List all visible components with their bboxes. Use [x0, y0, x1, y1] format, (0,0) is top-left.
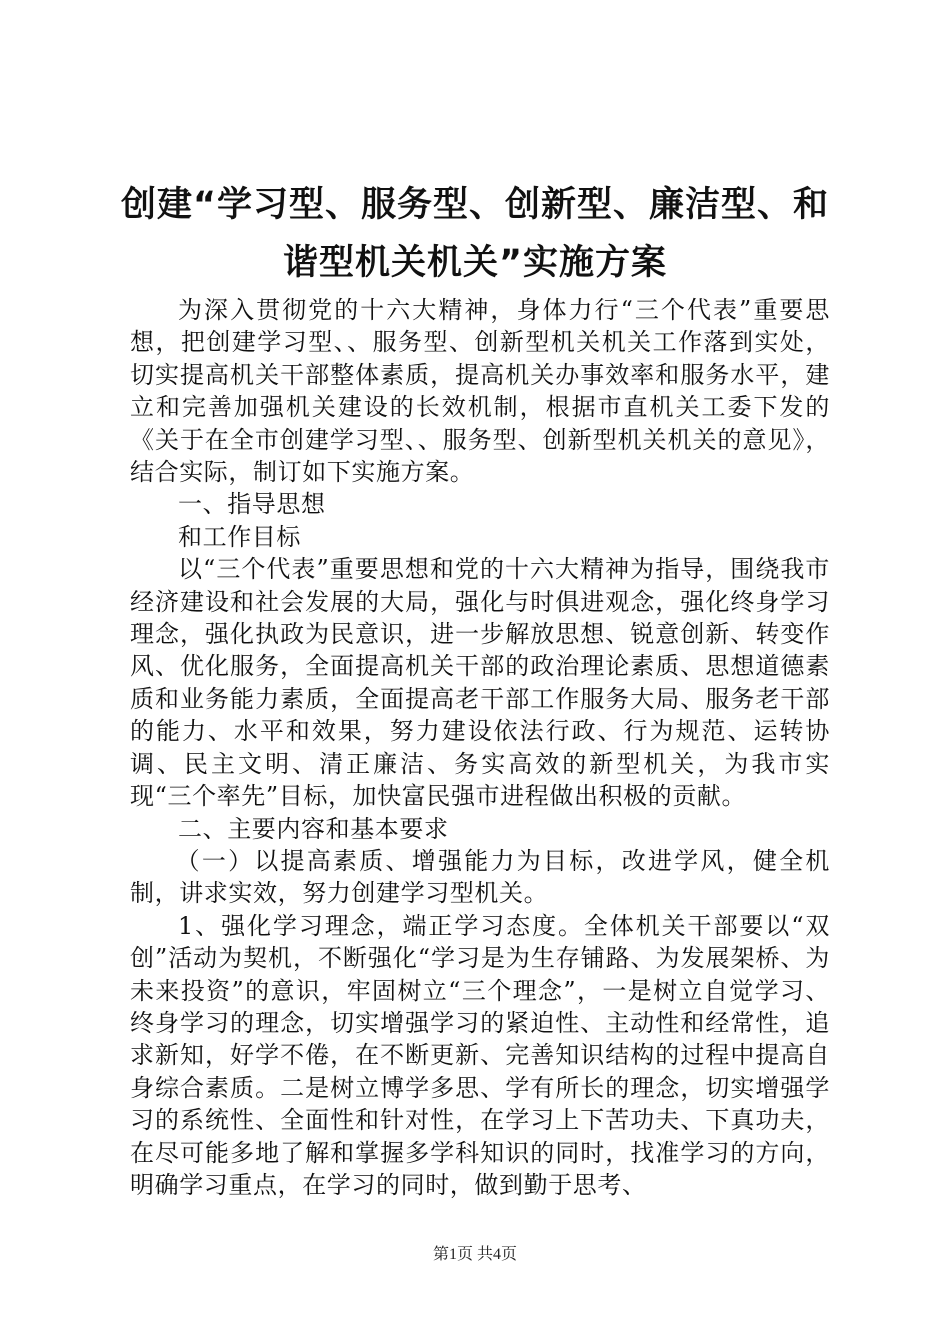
- section-heading-guiding-thought: 一、指导思想: [178, 490, 326, 519]
- guiding-paragraph: 以“三个代表”重要思想和党的十六大精神为指导，围绕我市经济建设和社会发展的大局，强化与时俱进观念，强化终身学习理念，强化执政为民意识，进一步解放思想、锐意创新、转变作风、优化服务，全面提高机关干部的政治理论素质、思想道德素质和业务能力素质，全面提高老干部工作服务大局、服务老干部的能力、水平和效果，努力建设依法行政、行为规范、运转协调、民主文明、清正廉洁、务实高效的新型机关，为我市实现“三个率先”目标，加快富民强市进程做出积极的贡献。: [130, 555, 830, 811]
- title-line-2: 谐型机关机关”实施方案: [282, 243, 667, 283]
- document-title: [110, 176, 840, 292]
- subsection-heading-learning: （一）以提高素质、增强能力为目标，改进学风，健全机制，讲求实效，努力创建学习型机关。: [130, 846, 830, 908]
- title-line-1: 创建“学习型、服务型、创新型、廉洁型、和: [120, 185, 829, 225]
- section-heading-work-goals: 和工作目标: [178, 522, 301, 551]
- section-heading-main-content: 二、主要内容和基本要求: [178, 814, 449, 843]
- document-body: [130, 294, 830, 1201]
- intro-paragraph: 为深入贯彻党的十六大精神，身体力行“三个代表”重要思想，把创建学习型、、服务型、创新型机关机关工作落到实处，切实提高机关干部整体素质，提高机关办事效率和服务水平，建立和完善加强机关建设的长效机制，根据市直机关工委下发的《关于在全市创建学习型、、服务型、创新型机关机关的意见》，结合实际，制订如下实施方案。: [130, 296, 830, 487]
- page-footer: 第1页 共4页: [432, 1246, 517, 1263]
- learning-paragraph: 1、强化学习理念，端正学习态度。全体机关干部要以“双创”活动为契机，不断强化“学习是为生存铺路、为发展架桥、为未来投资”的意识，牢固树立“三个理念”，一是树立自觉学习、终身学习的理念，切实增强学习的紧迫性、主动性和经常性，追求新知，好学不倦，在不断更新、完善知识结构的过程中提高自身综合素质。二是树立博学多思、学有所长的理念，切实增强学习的系统性、全面性和针对性，在学习上下苦功夫、下真功夫，在尽可能多地了解和掌握多学科知识的同时，找准学习的方向，明确学习重点，在学习的同时，做到勤于思考、: [130, 911, 830, 1199]
